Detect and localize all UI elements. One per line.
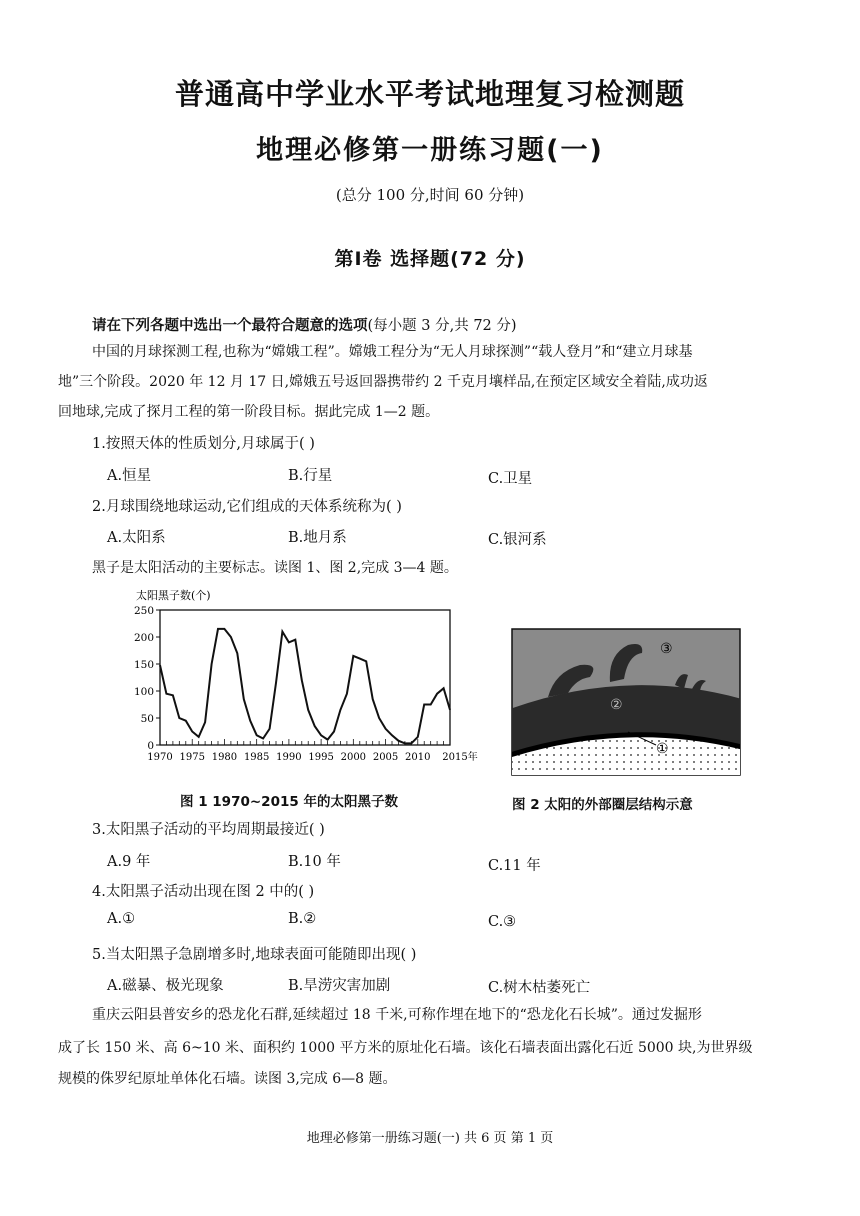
passage3-line2: 成了长 150 米、高 6~10 米、面积约 1000 平方米的原址化石墙。该化石墙表面出露化石近 5000 块,为世界级	[58, 1040, 753, 1056]
q1-option-a: A.恒星	[107, 468, 152, 484]
q3-option-b: B.10 年	[288, 854, 341, 870]
passage3-line1: 重庆云阳县普安乡的恐龙化石群,延续超过 18 千米,可称作埋在地下的“恐龙化石长城”。通过发掘形	[92, 1007, 702, 1023]
passage1-line2: 地”三个阶段。2020 年 12 月 17 日,嫦娥五号返回器携带约 2 千克月壤样品,在预定区域安全着陆,成功返	[58, 374, 708, 390]
x-tick-label: 2010	[405, 752, 431, 763]
q4-option-b: B.②	[288, 911, 317, 927]
question-2: 2.月球围绕地球运动,它们组成的天体系统称为( )	[92, 499, 402, 515]
passage1-line1: 中国的月球探测工程,也称为“嫦娥工程”。嫦娥工程分为“无人月球探测”“载人登月”和“建立月球基	[92, 344, 693, 360]
passage3-line3: 规模的侏罗纪原址单体化石墙。读图 3,完成 6—8 题。	[58, 1071, 397, 1087]
instruction-rest: (每小题 3 分,共 72 分)	[367, 318, 517, 334]
y-tick-label: 50	[140, 713, 154, 725]
y-tick-label: 150	[133, 659, 154, 671]
x-tick-label: 1990	[276, 752, 302, 763]
q2-option-a: A.太阳系	[107, 530, 166, 546]
chart-ylabel: 太阳黑子数(个)	[136, 589, 211, 602]
exam-title: 普通高中学业水平考试地理复习检测题	[174, 77, 685, 111]
x-tick-label: 1985	[243, 752, 270, 763]
x-tick-label: 2000	[340, 752, 367, 763]
q3-option-c: C.11 年	[488, 858, 541, 874]
q4-option-a: A.①	[107, 911, 136, 927]
q5-option-b: B.旱涝灾害加剧	[288, 978, 391, 994]
passage1-line3: 回地球,完成了探月工程的第一阶段目标。据此完成 1—2 题。	[58, 404, 440, 420]
question-4: 4.太阳黑子活动出现在图 2 中的( )	[92, 884, 315, 900]
figure1-caption: 图 1 1970~2015 年的太阳黑子数	[180, 794, 398, 810]
exam-meta: (总分 100 分,时间 60 分钟)	[335, 186, 525, 204]
question-5: 5.当太阳黑子急剧增多时,地球表面可能随即出现( )	[92, 947, 417, 963]
page-footer: 地理必修第一册练习题(一) 共 6 页 第 1 页	[306, 1131, 554, 1146]
figure2-caption: 图 2 太阳的外部圈层结构示意	[512, 797, 693, 813]
label-3: ③	[660, 641, 673, 657]
question-3: 3.太阳黑子活动的平均周期最接近( )	[92, 822, 325, 838]
q2-option-b: B.地月系	[288, 530, 347, 546]
exam-subtitle: 地理必修第一册练习题(一)	[256, 135, 604, 166]
label-2: ②	[610, 697, 623, 713]
y-tick-label: 250	[133, 605, 154, 617]
y-tick-label: 100	[133, 686, 154, 698]
question-1: 1.按照天体的性质划分,月球属于( )	[92, 436, 315, 452]
section-title: 第Ⅰ卷 选择题(72 分)	[334, 248, 526, 270]
passage2: 黑子是太阳活动的主要标志。读图 1、图 2,完成 3—4 题。	[92, 560, 458, 576]
instruction	[92, 314, 517, 335]
x-tick-label: 1980	[211, 752, 238, 763]
q1-option-c: C.卫星	[488, 471, 533, 487]
x-tick-label: 2005	[372, 752, 399, 763]
label-1: ①	[656, 741, 669, 757]
q1-option-b: B.行星	[288, 468, 333, 484]
sunspot-chart	[130, 584, 480, 779]
x-tick-label: 1975	[179, 752, 205, 763]
sunspot-series-line	[160, 629, 450, 744]
y-tick-label: 0	[147, 740, 154, 752]
q3-option-a: A.9 年	[107, 854, 151, 870]
q5-option-c: C.树木枯萎死亡	[488, 980, 591, 996]
x-tick-label: 1970	[147, 752, 173, 763]
sun-layers-diagram	[510, 627, 742, 777]
q5-option-a: A.磁暴、极光现象	[107, 978, 224, 994]
instruction-bold: 请在下列各题中选出一个最符合题意的选项	[92, 318, 368, 334]
q4-option-c: C.③	[488, 914, 517, 930]
q2-option-c: C.银河系	[488, 532, 547, 548]
y-tick-label: 200	[133, 632, 154, 644]
x-tick-label: 2015年	[442, 752, 478, 763]
x-tick-label: 1995	[308, 752, 334, 763]
